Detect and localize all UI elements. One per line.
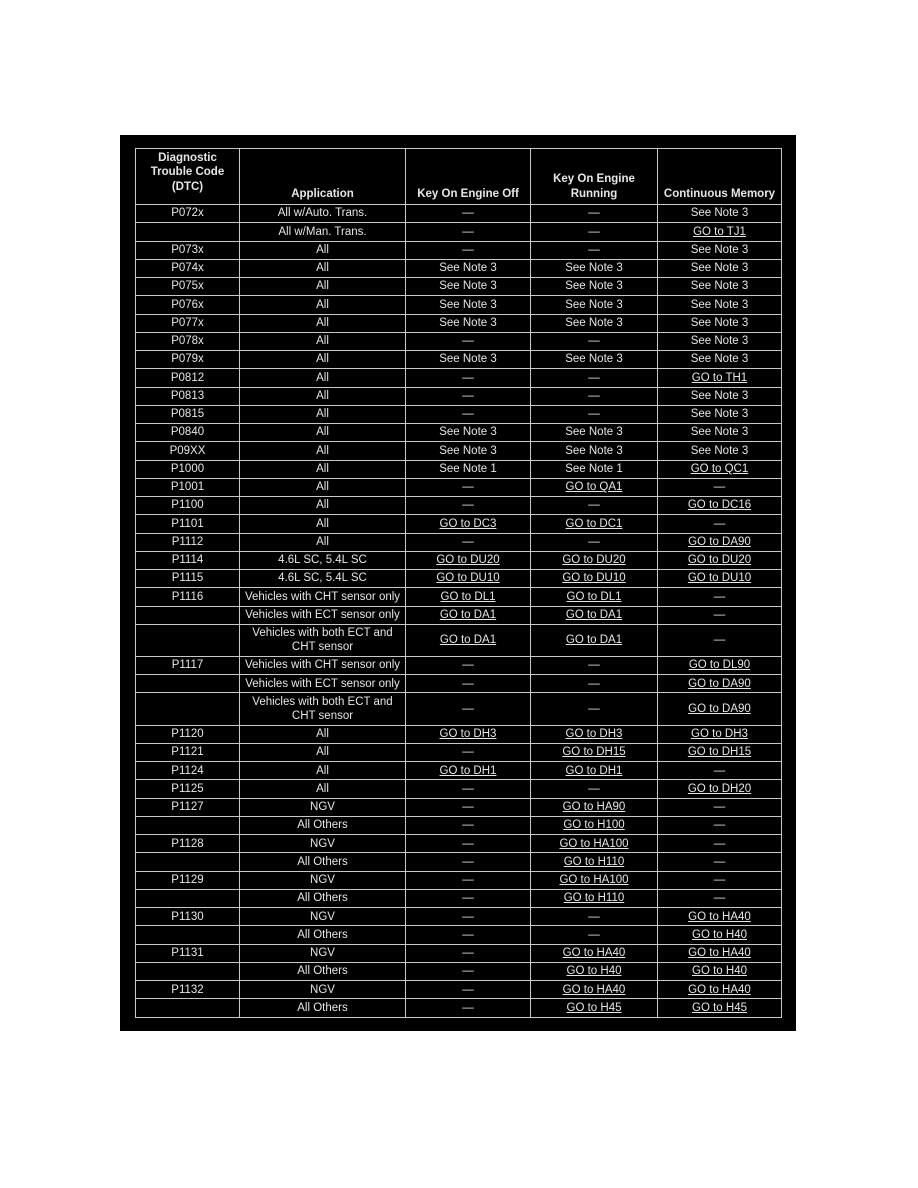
cell-key-on-engine-running[interactable]: GO to HA90 — [531, 798, 658, 816]
cell-application: All — [240, 278, 406, 296]
cell-dtc: P0813 — [136, 387, 240, 405]
cell-application: All — [240, 743, 406, 761]
col-header-continuous-memory: Continuous Memory — [658, 149, 782, 205]
scanned-page-panel — [120, 135, 796, 1031]
table-row — [136, 743, 782, 761]
cell-dtc: P073x — [136, 241, 240, 259]
cell-dtc: P0812 — [136, 369, 240, 387]
cell-application: All — [240, 296, 406, 314]
table-row — [136, 693, 782, 725]
cell-key-on-engine-off: — — [406, 780, 531, 798]
dtc-table — [135, 148, 782, 1018]
cell-key-on-engine-off: — — [406, 656, 531, 674]
cell-application: All Others — [240, 853, 406, 871]
cell-key-on-engine-off[interactable]: GO to DL1 — [406, 588, 531, 606]
cell-key-on-engine-off: — — [406, 405, 531, 423]
cell-dtc: P1114 — [136, 551, 240, 569]
cell-dtc: P1124 — [136, 762, 240, 780]
cell-key-on-engine-off[interactable]: GO to DC3 — [406, 515, 531, 533]
cell-application: All — [240, 424, 406, 442]
cell-application: Vehicles with CHT sensor only — [240, 656, 406, 674]
cell-application: All — [240, 762, 406, 780]
cell-key-on-engine-off: — — [406, 908, 531, 926]
cell-dtc: P1117 — [136, 656, 240, 674]
cell-application: All — [240, 387, 406, 405]
cell-dtc: P1121 — [136, 743, 240, 761]
cell-key-on-engine-off: — — [406, 962, 531, 980]
cell-continuous-memory: See Note 3 — [658, 259, 782, 277]
cell-dtc: P079x — [136, 351, 240, 369]
table-row — [136, 497, 782, 515]
cell-key-on-engine-off: — — [406, 387, 531, 405]
cell-key-on-engine-running: See Note 3 — [531, 351, 658, 369]
cell-continuous-memory: See Note 3 — [658, 296, 782, 314]
table-row — [136, 259, 782, 277]
cell-key-on-engine-running: — — [531, 205, 658, 223]
cell-continuous-memory: — — [658, 871, 782, 889]
cell-application: NGV — [240, 798, 406, 816]
table-row — [136, 241, 782, 259]
cell-key-on-engine-off[interactable]: GO to DA1 — [406, 624, 531, 656]
cell-continuous-memory[interactable]: GO to H45 — [658, 999, 782, 1018]
cell-continuous-memory: See Note 3 — [658, 442, 782, 460]
cell-key-on-engine-running[interactable]: GO to HA40 — [531, 944, 658, 962]
cell-continuous-memory: — — [658, 798, 782, 816]
cell-key-on-engine-off: — — [406, 999, 531, 1018]
cell-key-on-engine-running[interactable]: GO to DH1 — [531, 762, 658, 780]
cell-continuous-memory: See Note 3 — [658, 424, 782, 442]
cell-continuous-memory[interactable]: GO to DU10 — [658, 570, 782, 588]
cell-key-on-engine-running: — — [531, 533, 658, 551]
table-row — [136, 296, 782, 314]
cell-continuous-memory[interactable]: GO to DL90 — [658, 656, 782, 674]
cell-application: NGV — [240, 835, 406, 853]
cell-application: All — [240, 314, 406, 332]
cell-key-on-engine-running: — — [531, 223, 658, 241]
cell-application: Vehicles with both ECT and CHT sensor — [240, 624, 406, 656]
table-row — [136, 853, 782, 871]
table-row — [136, 944, 782, 962]
cell-continuous-memory[interactable]: GO to H40 — [658, 962, 782, 980]
cell-continuous-memory: See Note 3 — [658, 314, 782, 332]
cell-key-on-engine-running: See Note 1 — [531, 460, 658, 478]
cell-key-on-engine-off: — — [406, 478, 531, 496]
cell-application: All Others — [240, 816, 406, 834]
table-body — [136, 205, 782, 1018]
cell-continuous-memory[interactable]: GO to TJ1 — [658, 223, 782, 241]
cell-dtc: P0840 — [136, 424, 240, 442]
col-header-dtc: Diagnostic Trouble Code (DTC) — [136, 149, 240, 205]
table-row — [136, 656, 782, 674]
cell-application: Vehicles with both ECT and CHT sensor — [240, 693, 406, 725]
col-header-key-on-engine-off: Key On Engine Off — [406, 149, 531, 205]
cell-key-on-engine-running: — — [531, 387, 658, 405]
cell-key-on-engine-running[interactable]: GO to DU20 — [531, 551, 658, 569]
cell-key-on-engine-running: See Note 3 — [531, 314, 658, 332]
cell-key-on-engine-running[interactable]: GO to DC1 — [531, 515, 658, 533]
cell-key-on-engine-running[interactable]: GO to H110 — [531, 853, 658, 871]
cell-key-on-engine-running: See Note 3 — [531, 424, 658, 442]
cell-continuous-memory: — — [658, 816, 782, 834]
cell-key-on-engine-running: See Note 3 — [531, 296, 658, 314]
cell-key-on-engine-off: — — [406, 693, 531, 725]
cell-dtc — [136, 675, 240, 693]
cell-dtc — [136, 223, 240, 241]
cell-continuous-memory[interactable]: GO to DH20 — [658, 780, 782, 798]
cell-continuous-memory: See Note 3 — [658, 405, 782, 423]
table-row — [136, 999, 782, 1018]
table-row — [136, 624, 782, 656]
cell-application: All — [240, 780, 406, 798]
cell-application: Vehicles with CHT sensor only — [240, 588, 406, 606]
cell-dtc — [136, 889, 240, 907]
table-row — [136, 387, 782, 405]
cell-key-on-engine-running: — — [531, 675, 658, 693]
cell-key-on-engine-off: — — [406, 981, 531, 999]
cell-key-on-engine-running[interactable]: GO to DA1 — [531, 624, 658, 656]
cell-continuous-memory[interactable]: GO to QC1 — [658, 460, 782, 478]
cell-key-on-engine-off: — — [406, 223, 531, 241]
cell-application: All — [240, 478, 406, 496]
table-row — [136, 606, 782, 624]
cell-dtc — [136, 816, 240, 834]
cell-application: All — [240, 460, 406, 478]
cell-dtc — [136, 999, 240, 1018]
table-row — [136, 889, 782, 907]
cell-continuous-memory: — — [658, 835, 782, 853]
cell-key-on-engine-running: See Note 3 — [531, 442, 658, 460]
cell-dtc: P1130 — [136, 908, 240, 926]
cell-key-on-engine-off: — — [406, 497, 531, 515]
cell-key-on-engine-running[interactable]: GO to HA100 — [531, 835, 658, 853]
cell-dtc: P074x — [136, 259, 240, 277]
col-header-application: Application — [240, 149, 406, 205]
cell-application: 4.6L SC, 5.4L SC — [240, 551, 406, 569]
cell-application: All Others — [240, 926, 406, 944]
table-row — [136, 780, 782, 798]
cell-dtc: P1128 — [136, 835, 240, 853]
table-row — [136, 798, 782, 816]
cell-key-on-engine-off: — — [406, 816, 531, 834]
table-row — [136, 871, 782, 889]
cell-application: All — [240, 725, 406, 743]
cell-key-on-engine-running: — — [531, 241, 658, 259]
cell-application: All Others — [240, 962, 406, 980]
cell-dtc: P1100 — [136, 497, 240, 515]
cell-continuous-memory[interactable]: GO to DA90 — [658, 533, 782, 551]
cell-key-on-engine-running[interactable]: GO to QA1 — [531, 478, 658, 496]
cell-continuous-memory[interactable]: GO to H40 — [658, 926, 782, 944]
cell-key-on-engine-running[interactable]: GO to DH15 — [531, 743, 658, 761]
cell-key-on-engine-running[interactable]: GO to H100 — [531, 816, 658, 834]
cell-continuous-memory: See Note 3 — [658, 351, 782, 369]
cell-key-on-engine-running: — — [531, 693, 658, 725]
cell-key-on-engine-running: — — [531, 369, 658, 387]
cell-dtc: P076x — [136, 296, 240, 314]
cell-dtc: P078x — [136, 332, 240, 350]
cell-dtc — [136, 926, 240, 944]
cell-key-on-engine-off[interactable]: GO to DH1 — [406, 762, 531, 780]
table-row — [136, 588, 782, 606]
cell-dtc: P072x — [136, 205, 240, 223]
table-row — [136, 442, 782, 460]
cell-continuous-memory: — — [658, 624, 782, 656]
table-row — [136, 205, 782, 223]
cell-dtc: P1112 — [136, 533, 240, 551]
cell-dtc: P077x — [136, 314, 240, 332]
cell-key-on-engine-running: — — [531, 405, 658, 423]
cell-key-on-engine-off: — — [406, 332, 531, 350]
table-row — [136, 675, 782, 693]
cell-continuous-memory: — — [658, 515, 782, 533]
table-row — [136, 332, 782, 350]
cell-key-on-engine-running[interactable]: GO to HA100 — [531, 871, 658, 889]
cell-key-on-engine-off[interactable]: GO to DH3 — [406, 725, 531, 743]
cell-key-on-engine-off: See Note 3 — [406, 442, 531, 460]
cell-continuous-memory[interactable]: GO to DA90 — [658, 675, 782, 693]
table-row — [136, 533, 782, 551]
cell-dtc: P1116 — [136, 588, 240, 606]
cell-application: 4.6L SC, 5.4L SC — [240, 570, 406, 588]
cell-key-on-engine-running[interactable]: GO to DH3 — [531, 725, 658, 743]
table-row — [136, 816, 782, 834]
table-row — [136, 762, 782, 780]
cell-application: NGV — [240, 908, 406, 926]
table-row — [136, 424, 782, 442]
cell-application: NGV — [240, 981, 406, 999]
cell-application: All w/Man. Trans. — [240, 223, 406, 241]
cell-dtc: P1132 — [136, 981, 240, 999]
cell-key-on-engine-off: — — [406, 944, 531, 962]
cell-dtc: P075x — [136, 278, 240, 296]
table-row — [136, 478, 782, 496]
cell-continuous-memory[interactable]: GO to DH15 — [658, 743, 782, 761]
table-row — [136, 835, 782, 853]
cell-application: All — [240, 332, 406, 350]
cell-dtc: P1000 — [136, 460, 240, 478]
cell-key-on-engine-running: — — [531, 908, 658, 926]
cell-dtc: P09XX — [136, 442, 240, 460]
cell-key-on-engine-running: — — [531, 332, 658, 350]
cell-continuous-memory[interactable]: GO to DC16 — [658, 497, 782, 515]
cell-continuous-memory[interactable]: GO to DU20 — [658, 551, 782, 569]
table-row — [136, 725, 782, 743]
cell-key-on-engine-off[interactable]: GO to DA1 — [406, 606, 531, 624]
cell-continuous-memory: See Note 3 — [658, 387, 782, 405]
cell-dtc: P1131 — [136, 944, 240, 962]
cell-continuous-memory: — — [658, 588, 782, 606]
table-row — [136, 405, 782, 423]
cell-key-on-engine-off: — — [406, 369, 531, 387]
table-row — [136, 981, 782, 999]
cell-application: All — [240, 241, 406, 259]
col-header-key-on-engine-running: Key On Engine Running — [531, 149, 658, 205]
table-row — [136, 926, 782, 944]
cell-application: NGV — [240, 944, 406, 962]
table-row — [136, 908, 782, 926]
table-row — [136, 570, 782, 588]
cell-dtc: P1127 — [136, 798, 240, 816]
cell-key-on-engine-off: — — [406, 205, 531, 223]
cell-key-on-engine-running[interactable]: GO to HA40 — [531, 981, 658, 999]
cell-continuous-memory[interactable]: GO to DH3 — [658, 725, 782, 743]
cell-key-on-engine-off: — — [406, 241, 531, 259]
cell-dtc — [136, 606, 240, 624]
cell-application: All — [240, 259, 406, 277]
cell-key-on-engine-off: — — [406, 835, 531, 853]
cell-key-on-engine-off: See Note 1 — [406, 460, 531, 478]
cell-application: Vehicles with ECT sensor only — [240, 675, 406, 693]
cell-key-on-engine-off: See Note 3 — [406, 351, 531, 369]
table-row — [136, 515, 782, 533]
cell-dtc — [136, 853, 240, 871]
cell-dtc: P1120 — [136, 725, 240, 743]
cell-key-on-engine-running: — — [531, 497, 658, 515]
cell-application: NGV — [240, 871, 406, 889]
cell-dtc: P0815 — [136, 405, 240, 423]
table-row — [136, 314, 782, 332]
cell-key-on-engine-off: — — [406, 533, 531, 551]
cell-application: Vehicles with ECT sensor only — [240, 606, 406, 624]
cell-continuous-memory: — — [658, 606, 782, 624]
cell-application: All — [240, 351, 406, 369]
cell-continuous-memory: — — [658, 478, 782, 496]
cell-continuous-memory[interactable]: GO to HA40 — [658, 981, 782, 999]
cell-key-on-engine-off: See Note 3 — [406, 314, 531, 332]
cell-continuous-memory: — — [658, 853, 782, 871]
cell-key-on-engine-running: See Note 3 — [531, 278, 658, 296]
cell-key-on-engine-running[interactable]: GO to DU10 — [531, 570, 658, 588]
cell-dtc — [136, 962, 240, 980]
cell-application: All — [240, 442, 406, 460]
cell-key-on-engine-running: — — [531, 656, 658, 674]
cell-key-on-engine-running: — — [531, 926, 658, 944]
table-row — [136, 369, 782, 387]
cell-key-on-engine-off[interactable]: GO to DU20 — [406, 551, 531, 569]
cell-dtc: P1129 — [136, 871, 240, 889]
cell-dtc — [136, 624, 240, 656]
table-row — [136, 278, 782, 296]
cell-application: All — [240, 533, 406, 551]
header-row — [136, 149, 782, 205]
cell-continuous-memory: See Note 3 — [658, 332, 782, 350]
table-header — [136, 149, 782, 205]
cell-key-on-engine-off: — — [406, 871, 531, 889]
cell-application: All — [240, 369, 406, 387]
cell-key-on-engine-off: — — [406, 853, 531, 871]
cell-key-on-engine-off: See Note 3 — [406, 278, 531, 296]
cell-continuous-memory[interactable]: GO to HA40 — [658, 908, 782, 926]
cell-application: All — [240, 515, 406, 533]
cell-dtc: P1001 — [136, 478, 240, 496]
cell-continuous-memory[interactable]: GO to DA90 — [658, 693, 782, 725]
cell-key-on-engine-off: — — [406, 889, 531, 907]
cell-key-on-engine-off: — — [406, 675, 531, 693]
table-row — [136, 460, 782, 478]
cell-key-on-engine-off[interactable]: GO to DU10 — [406, 570, 531, 588]
cell-key-on-engine-running[interactable]: GO to H40 — [531, 962, 658, 980]
cell-continuous-memory: — — [658, 762, 782, 780]
cell-application: All — [240, 405, 406, 423]
cell-key-on-engine-running[interactable]: GO to DA1 — [531, 606, 658, 624]
cell-key-on-engine-running[interactable]: GO to H45 — [531, 999, 658, 1018]
cell-dtc: P1101 — [136, 515, 240, 533]
cell-continuous-memory: — — [658, 889, 782, 907]
cell-dtc: P1115 — [136, 570, 240, 588]
cell-key-on-engine-running: See Note 3 — [531, 259, 658, 277]
cell-dtc — [136, 693, 240, 725]
cell-continuous-memory: See Note 3 — [658, 205, 782, 223]
table-row — [136, 551, 782, 569]
cell-application: All w/Auto. Trans. — [240, 205, 406, 223]
cell-continuous-memory: See Note 3 — [658, 241, 782, 259]
cell-key-on-engine-running[interactable]: GO to DL1 — [531, 588, 658, 606]
cell-key-on-engine-running[interactable]: GO to H110 — [531, 889, 658, 907]
table-row — [136, 351, 782, 369]
cell-continuous-memory: See Note 3 — [658, 278, 782, 296]
cell-key-on-engine-off: — — [406, 926, 531, 944]
cell-key-on-engine-off: — — [406, 798, 531, 816]
cell-application: All Others — [240, 889, 406, 907]
cell-key-on-engine-off: See Note 3 — [406, 296, 531, 314]
cell-application: All — [240, 497, 406, 515]
cell-continuous-memory[interactable]: GO to TH1 — [658, 369, 782, 387]
cell-application: All Others — [240, 999, 406, 1018]
table-row — [136, 223, 782, 241]
cell-dtc: P1125 — [136, 780, 240, 798]
cell-continuous-memory[interactable]: GO to HA40 — [658, 944, 782, 962]
cell-key-on-engine-off: See Note 3 — [406, 259, 531, 277]
cell-key-on-engine-off: See Note 3 — [406, 424, 531, 442]
cell-key-on-engine-running: — — [531, 780, 658, 798]
table-row — [136, 962, 782, 980]
cell-key-on-engine-off: — — [406, 743, 531, 761]
